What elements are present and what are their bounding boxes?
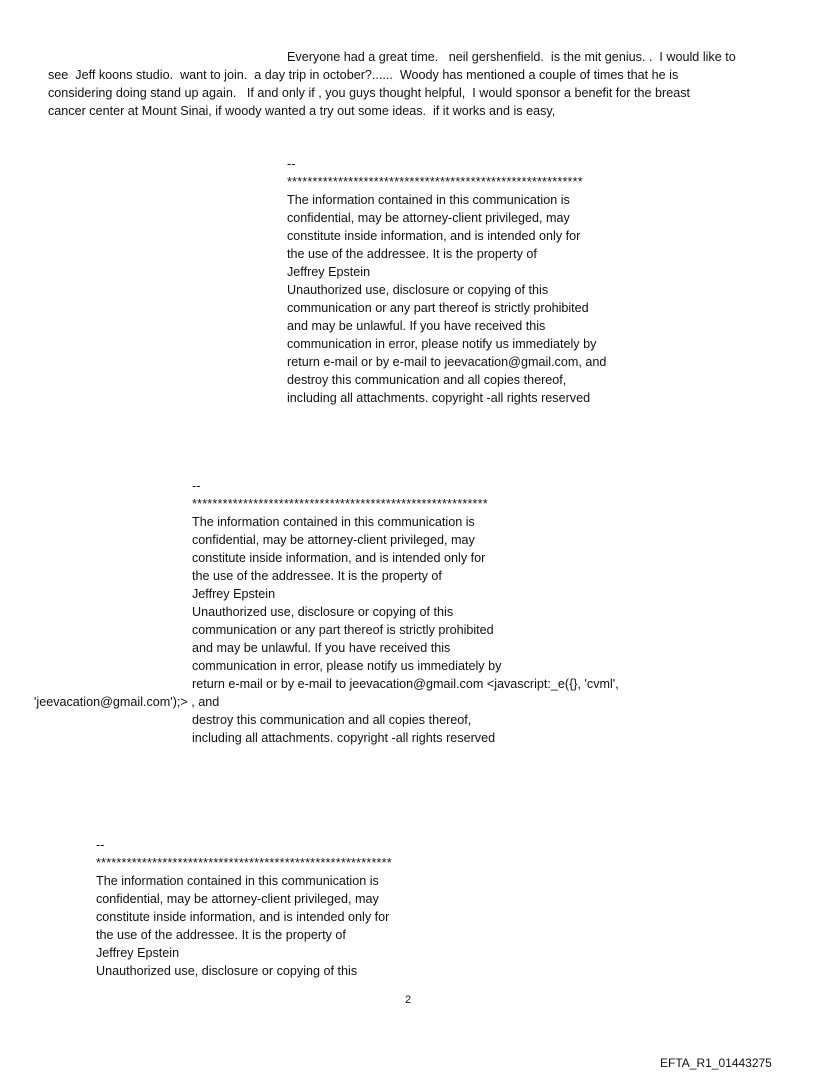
disclaimer-line: Unauthorized use, disclosure or copying of this [96,964,358,978]
signature-separator: -- [192,479,201,493]
disclaimer-line: destroy this communication and all copies thereof, [287,373,567,387]
disclaimer-line: confidential, may be attorney-client privileged, may [192,533,475,547]
disclaimer-line: communication in error, please notify us immediately by [287,337,597,351]
disclaimer-line: communication or any part thereof is strictly prohibited [192,623,494,637]
disclaimer-line: the use of the addressee. It is the property of [96,928,346,942]
confidentiality-disclaimer [287,155,606,407]
disclaimer-line: Jeffrey Epstein [96,946,180,960]
disclaimer-line: 'jeevacation@gmail.com');> , and [34,695,220,709]
email-body-line: cancer center at Mount Sinai, if woody wanted a try out some ideas. if it works and is easy, [48,104,556,118]
disclaimer-line: The information contained in this communication is [96,874,379,888]
disclaimer-line: Unauthorized use, disclosure or copying of this [192,605,454,619]
disclaimer-line: communication or any part thereof is strictly prohibited [287,301,589,315]
email-body-line: see Jeff koons studio. want to join. a day trip in october?...... Woody has mentioned a couple of times that he is [48,68,679,82]
disclaimer-line: constitute inside information, and is intended only for [192,551,486,565]
disclaimer-line: Jeffrey Epstein [192,587,276,601]
disclaimer-line: including all attachments. copyright -all rights reserved [192,731,496,745]
disclaimer-line: constitute inside information, and is intended only for [96,910,390,924]
bates-stamp: EFTA_R1_01443275 [660,1056,772,1070]
disclaimer-line: Unauthorized use, disclosure or copying of this [287,283,549,297]
disclaimer-line: the use of the addressee. It is the property of [287,247,537,261]
signature-separator: -- [287,157,296,171]
disclaimer-line: confidential, may be attorney-client privileged, may [96,892,379,906]
disclaimer-line: The information contained in this communication is [192,515,475,529]
disclaimer-line: return e-mail or by e-mail to jeevacation@gmail.com, and [287,355,607,369]
asterisk-divider: ********************************************************** [192,497,488,511]
email-body-line: considering doing stand up again. If and only if , you guys thought helpful, I would sponsor a benefit for the breast [48,86,690,100]
disclaimer-line: The information contained in this communication is [287,193,570,207]
disclaimer-line: destroy this communication and all copies thereof, [192,713,472,727]
asterisk-divider: ********************************************************** [287,175,583,189]
disclaimer-line: return e-mail or by e-mail to jeevacation@gmail.com <javascript:_e({}, 'cvml', [192,677,619,691]
disclaimer-line: and may be unlawful. If you have received this [192,641,451,655]
disclaimer-line: and may be unlawful. If you have received this [287,319,546,333]
confidentiality-disclaimer [96,836,392,980]
disclaimer-line: Jeffrey Epstein [287,265,371,279]
page-number: 2 [404,994,412,1006]
disclaimer-line: communication in error, please notify us immediately by [192,659,502,673]
disclaimer-line: constitute inside information, and is intended only for [287,229,581,243]
email-body-line: Everyone had a great time. neil gershenfield. is the mit genius. . I would like to [287,50,736,64]
confidentiality-disclaimer [34,477,619,747]
disclaimer-line: including all attachments. copyright -all rights reserved [287,391,591,405]
signature-separator: -- [96,838,105,852]
asterisk-divider: ********************************************************** [96,856,392,870]
disclaimer-line: the use of the addressee. It is the property of [192,569,442,583]
disclaimer-line: confidential, may be attorney-client privileged, may [287,211,570,225]
